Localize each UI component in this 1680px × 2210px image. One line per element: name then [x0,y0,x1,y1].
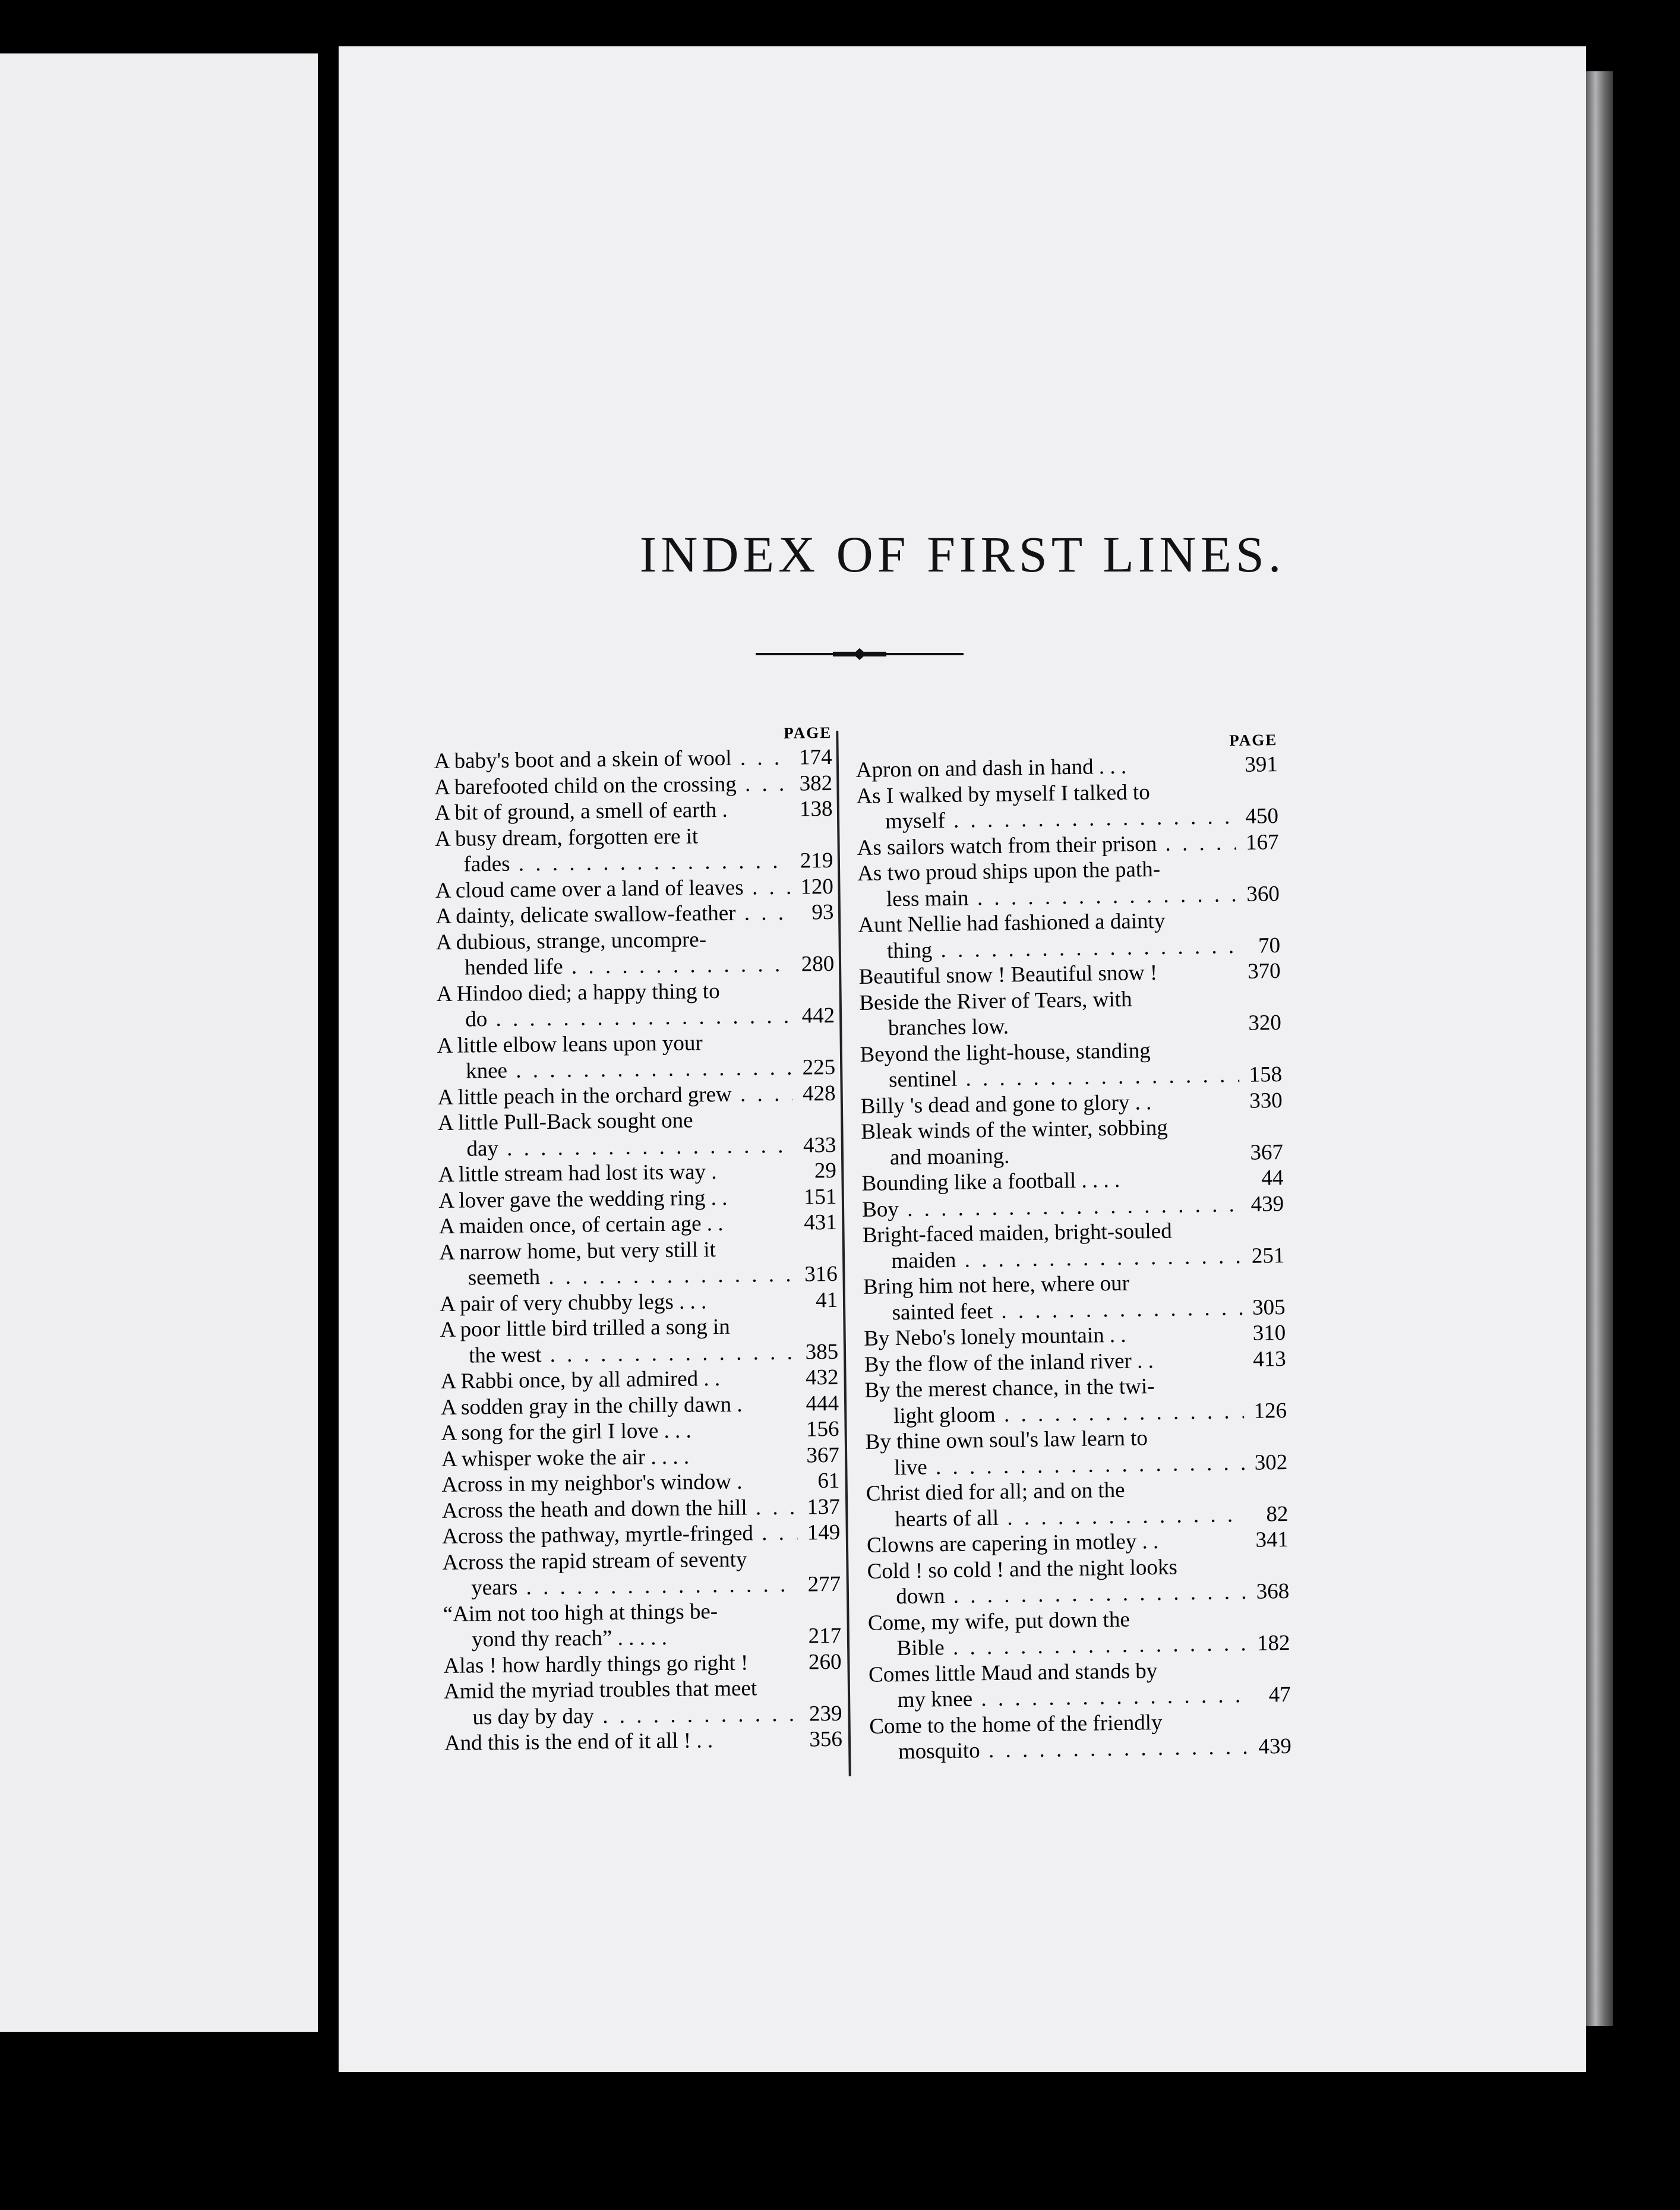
page-number: 320 [1248,1011,1282,1035]
page-number: 367 [1250,1139,1284,1165]
index-entry [857,855,1280,913]
entry-line: By thine own soul's law learn to [865,1426,1148,1454]
page-number: 360 [1246,881,1280,907]
page-number: 302 [1254,1450,1288,1475]
entry-line: Come to the home of the friendly [869,1710,1163,1739]
entry-line: Alas ! how hardly things go right ! [443,1650,749,1678]
page-number: 219 [800,848,833,873]
page-number: 442 [801,1003,835,1028]
book-gutter [318,42,339,2056]
index-entry [434,770,832,800]
index-entry [438,1158,836,1188]
entry-line: By the flow of the inland river . . [864,1348,1154,1377]
entry-line: Come, my wife, put down the [867,1607,1130,1636]
page-number: 41 [815,1287,838,1312]
entry-line: do . . . [437,1003,792,1033]
entry-line: maiden . . . [863,1243,1242,1274]
index-column-left [434,721,842,1756]
entry-line: Bring him not here, where our [863,1271,1130,1299]
index-entry [443,1597,841,1653]
entry-line: A maiden once, of certain age . . [438,1211,724,1239]
index-entry [439,1235,838,1291]
entry-line: mosquito . . . [870,1734,1249,1765]
entry-line: fades . . . [435,848,790,878]
page-number: 44 [1261,1166,1284,1191]
entry-line: sainted feet . . . [863,1295,1243,1325]
index-entry [443,1649,841,1679]
index-column-right [855,728,1291,1765]
entry-line: my knee . . . [869,1682,1248,1713]
entry-line: day . . . [438,1132,793,1162]
index-entry [437,1028,835,1084]
entry-line: seemeth . . . [440,1262,795,1292]
page-number: 217 [808,1623,842,1649]
page-number: 368 [1256,1578,1290,1604]
page-column-header: PAGE [1229,731,1278,750]
page-number: 251 [1251,1243,1285,1268]
page-number: 82 [1266,1501,1289,1526]
page-number: 137 [807,1494,841,1519]
page-number: 182 [1256,1630,1290,1656]
page-number: 126 [1253,1398,1287,1423]
index-entry [435,873,833,904]
page-number: 356 [809,1726,843,1752]
entry-line: Across the heath and down the hill . . . [442,1494,797,1524]
entry-line: Boy . . . [862,1192,1242,1223]
entry-line: Across the rapid stream of seventy [442,1547,747,1575]
entry-line: and moaning. [889,1143,1010,1170]
entry-line: A dainty, delicate swallow-feather . . . [435,900,791,930]
index-entry [440,1287,838,1317]
page-number: 138 [799,796,833,822]
index-entry [864,1372,1287,1429]
page-number: 428 [802,1081,836,1106]
entry-line: By the merest chance, in the twi- [864,1374,1155,1403]
entry-line: A Rabbi once, by all admired . . [440,1366,721,1394]
entry-line: A song for the girl I love . . . [441,1418,692,1445]
entry-line: Bleak winds of the winter, sobbing [861,1115,1169,1144]
entry-line: A little elbow leans upon your [437,1030,703,1058]
page-number: 413 [1252,1346,1287,1372]
page-number: 151 [803,1184,837,1210]
entry-line: Beside the River of Tears, with [859,987,1132,1015]
entry-line: “Aim not too high at things be- [443,1599,718,1627]
entry-line: Bright-faced maiden, bright-souled [862,1218,1172,1248]
entry-line: Across in my neighbor's window . [441,1469,743,1497]
page-number: 47 [1268,1682,1291,1707]
entry-line: Christ died for all; and on the [866,1477,1125,1506]
entry-line: By Nebo's lonely mountain . . [863,1322,1126,1351]
entry-line: the west . . . [440,1339,795,1369]
page-edges [1586,71,1613,2026]
page-number: 305 [1252,1295,1286,1320]
page-number: 239 [809,1701,842,1726]
entry-line: A little stream had lost its way . [438,1160,717,1187]
page-number: 174 [798,744,832,770]
page-number: 382 [799,771,833,796]
index-entry [441,1468,839,1498]
index-entry [434,796,832,826]
page-number: 370 [1247,959,1281,984]
index-entry [860,1036,1282,1094]
index-entry [440,1313,838,1369]
index-entry [442,1494,840,1524]
index-entry [440,1365,838,1395]
entry-line: A dubious, strange, uncompre- [435,927,707,955]
index-entry [868,1604,1290,1662]
entry-line: Comes little Maud and stands by [868,1658,1158,1687]
index-entry [438,1106,836,1162]
page-number: 330 [1249,1088,1283,1113]
entry-line: Apron on and dash in hand . . . [855,754,1127,782]
index-entry [861,1113,1283,1171]
entry-line: Bible . . . [868,1631,1248,1662]
page-number: 444 [806,1391,839,1416]
index-entry [444,1675,842,1731]
page-number: 149 [807,1520,841,1545]
entry-line: As sailors watch from their prison . . . [857,830,1236,861]
page-number: 156 [806,1416,839,1442]
entry-line: yond thy reach” . . . . . [471,1625,668,1652]
page-number: 367 [806,1442,840,1467]
index-entry [441,1442,839,1472]
entry-line: years . . . [443,1572,798,1602]
ornament-rule-icon [756,646,964,662]
page-number: 29 [814,1158,837,1183]
entry-line: myself . . . [857,804,1236,835]
entry-line: Beautiful snow ! Beautiful snow ! [858,960,1158,989]
page-number: 341 [1255,1527,1289,1552]
entry-line: A Hindoo died; a happy thing to [436,978,720,1006]
index-entry [434,744,832,775]
entry-line: Cold ! so cold ! and the night looks [867,1555,1178,1584]
entry-line: light gloom . . . [865,1398,1245,1429]
page-number: 120 [800,874,834,899]
entry-line: A pair of very chubby legs . . . [439,1289,707,1316]
entry-line: A narrow home, but very still it [439,1237,716,1265]
left-page [0,53,318,2032]
index-entry [869,1656,1291,1713]
index-entry [436,925,835,981]
index-entry [442,1520,840,1550]
index-entry [859,984,1281,1042]
index-entry [862,1217,1284,1274]
page-number: 439 [1250,1191,1284,1217]
page-number: 316 [804,1261,838,1287]
entry-line: Beyond the light-house, standing [860,1038,1151,1067]
entry-line: As two proud ships upon the path- [857,857,1161,886]
index-entry [869,1707,1291,1765]
index-entry [441,1390,839,1420]
entry-line: live . . . [866,1450,1245,1480]
page-number: 391 [1245,752,1278,777]
entry-line: Bounding like a football . . . . [861,1167,1120,1196]
entry-line: down . . . [867,1579,1247,1610]
entry-line: A barefooted child on the crossing . . . [434,771,790,800]
index-entry [858,907,1280,964]
page-number: 277 [807,1571,841,1597]
index-entry [435,899,833,930]
index-entry [856,778,1278,835]
page-number: 439 [1258,1734,1292,1759]
entry-line: A baby's boot and a skein of wool . . . [434,745,789,775]
entry-line: And this is the end of it all ! . . [444,1728,713,1756]
page-number: 225 [802,1055,836,1080]
entry-line: As I walked by myself I talked to [856,779,1150,809]
index-entry [867,1552,1289,1610]
page-number: 450 [1245,804,1279,829]
page-number: 433 [803,1132,836,1158]
page-number: 310 [1252,1320,1286,1346]
entry-line: A lover gave the wedding ring . . [438,1185,728,1213]
index-entry [437,977,835,1033]
page-number: 432 [805,1365,839,1390]
page-number: 260 [808,1649,842,1674]
page-title: INDEX OF FIRST LINES. [639,526,1286,583]
page-number: 431 [804,1210,838,1235]
page-number: 61 [817,1468,840,1494]
entry-line: A little peach in the orchard grew . . . [437,1081,792,1110]
entry-line: A busy dream, forgotten ere it [434,823,699,851]
entry-line: less main . . . [858,882,1237,913]
entry-line: A sodden gray in the chilly dawn . [440,1392,743,1420]
entry-line: Aunt Nellie had fashioned a dainty [858,908,1166,937]
page-number: 93 [811,899,834,925]
entry-line: A cloud came over a land of leaves . . . [435,874,791,904]
page-number: 70 [1258,933,1281,958]
index-entry [438,1183,836,1214]
entry-line: us day by day . . . [444,1701,799,1731]
entry-line: sentinel . . . [860,1062,1240,1093]
index-entry [865,1423,1287,1481]
index-entry [437,1080,835,1110]
entry-line: hearts of all . . . [866,1501,1246,1532]
entry-line: branches low. [888,1014,1009,1041]
entry-line: Billy 's dead and gone to glory . . [860,1090,1152,1119]
index-entry [435,822,833,877]
index-entry [866,1475,1289,1533]
index-entry [863,1268,1286,1326]
entry-line: hended life . . . [436,952,791,981]
index-entry [441,1416,839,1447]
entry-line: knee . . . [437,1055,792,1085]
entry-line: Clowns are capering in motley . . [866,1529,1159,1558]
entry-line: A whisper woke the air . . . . [441,1444,690,1472]
page-number: 385 [805,1339,839,1365]
entry-line: thing . . . [858,933,1238,964]
entry-line: Across the pathway, myrtle-fringed . . . [442,1520,797,1550]
index-entry [439,1210,837,1240]
page-column-header: PAGE [784,723,832,742]
page-number: 280 [801,951,835,977]
index-entry [444,1726,842,1757]
entry-line: A bit of ground, a smell of earth . [434,797,728,825]
page-number: 158 [1249,1062,1283,1087]
entry-line: A poor little bird trilled a song in [440,1314,730,1342]
entry-line: A little Pull-Back sought one [437,1108,693,1135]
entry-line: Amid the myriad troubles that meet [443,1676,757,1704]
index-entry [443,1545,841,1601]
page-number: 167 [1245,829,1279,855]
